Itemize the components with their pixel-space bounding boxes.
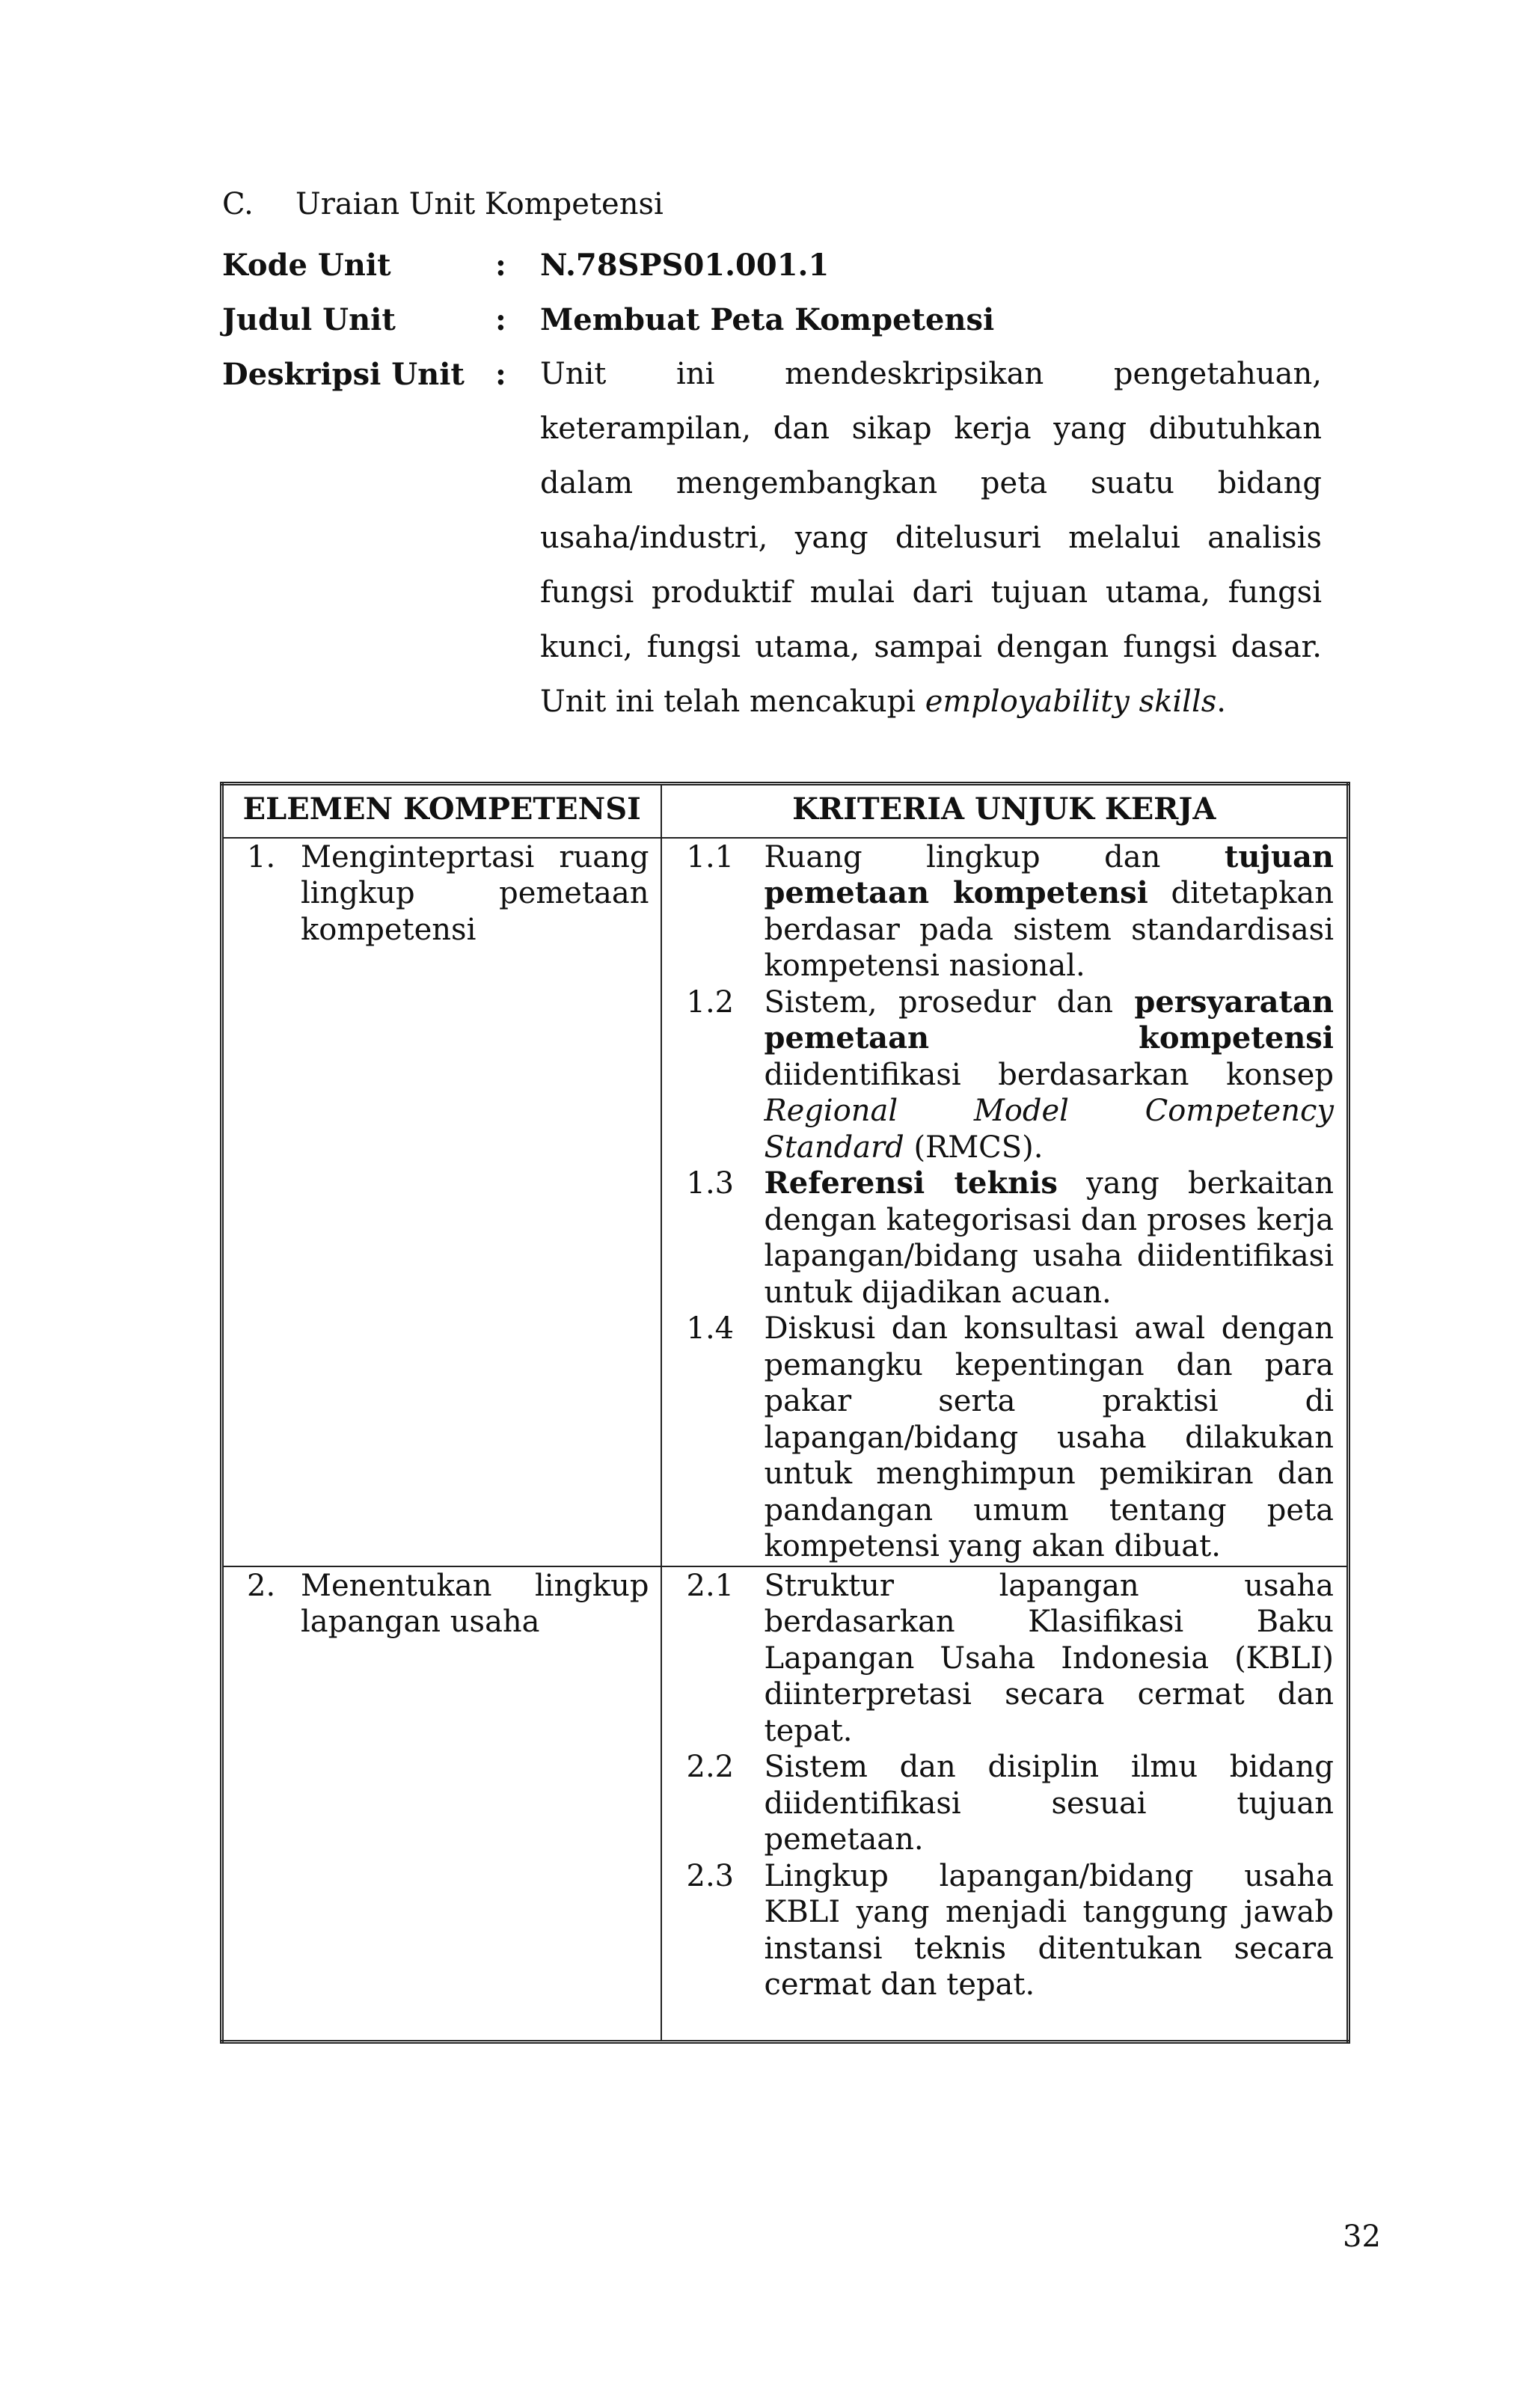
judul-unit-row <box>222 292 1322 347</box>
kuk-number: 2.1 <box>686 1568 735 1603</box>
kuk-item <box>687 1858 1335 2003</box>
kode-unit-value: N.78SPS01.001.1 <box>540 248 830 283</box>
elemen-cell <box>222 1566 661 2042</box>
judul-unit-colon: : <box>495 302 506 337</box>
kuk-text-italic: Regional Model Competency Standard <box>764 1094 1334 1165</box>
kode-unit-label: Kode Unit <box>222 248 391 283</box>
kuk-cell <box>661 838 1349 1566</box>
kuk-text <box>765 1165 1335 1311</box>
section-letter: C. <box>222 187 254 221</box>
deskripsi-main: Unit ini mendeskripsikan pengetahuan, keterampilan, dan sikap kerja yang dibutuhkan dalam mengembangkan peta suatu bidang usaha/industri, yang ditelusuri melalui analisis fungsi produktif mulai dari tujuan utama, fungsi kunci, fungsi utama, sampai dengan fungsi dasar. Unit ini telah mencakupi <box>540 357 1322 719</box>
kuk-number: 1.1 <box>686 839 735 874</box>
table-header-row <box>222 784 1349 838</box>
kuk-cell <box>661 1566 1349 2042</box>
deskripsi-unit-label: Deskripsi Unit <box>222 357 465 392</box>
deskripsi-italic: employability skills <box>925 684 1217 719</box>
kuk-item <box>687 839 1335 984</box>
section-title: Uraian Unit Kompetensi <box>295 187 664 221</box>
kuk-text-bold: Referensi teknis <box>764 1165 1058 1201</box>
kode-unit-row <box>222 238 1322 292</box>
kuk-text-bold: tujuan pemetaan kompetensi <box>764 839 1334 910</box>
kuk-number: 2.3 <box>686 1858 735 1893</box>
kuk-text: Struktur lapangan usaha berdasarkan Klasifikasi Baku Lapangan Usaha Indonesia (KBLI) diinterpretasi secara cermat dan tepat. <box>764 1568 1334 1748</box>
kuk-number: 2.2 <box>686 1750 735 1784</box>
elemen-number: 1. <box>247 839 276 874</box>
elemen-text: Menentukan lingkup lapangan usaha <box>301 1568 649 1639</box>
deskripsi-unit-colon: : <box>495 357 506 392</box>
kuk-text <box>765 984 1335 1166</box>
table-row <box>222 838 1349 1566</box>
kuk-text-post: ditetapkan berdasar pada sistem standardisasi kompetensi nasional. <box>764 876 1335 983</box>
kuk-text-post: (RMCS). <box>904 1130 1044 1165</box>
kuk-text <box>765 839 1335 984</box>
header-kuk: KRITERIA UNJUK KERJA <box>661 784 1349 838</box>
kuk-number: 1.3 <box>686 1166 735 1201</box>
judul-unit-value: Membuat Peta Kompetensi <box>540 302 995 337</box>
kuk-text: Lingkup lapangan/bidang usaha KBLI yang menjadi tanggung jawab instansi teknis ditentukan secara cermat dan tepat. <box>764 1858 1334 2002</box>
kuk-text: Sistem dan disiplin ilmu bidang diidentifikasi sesuai tujuan pemetaan. <box>764 1750 1334 1857</box>
kuk-text-pre: Ruang lingkup dan <box>764 839 1225 874</box>
kuk-item <box>687 1311 1335 1565</box>
deskripsi-end: . <box>1216 684 1227 719</box>
competency-table <box>220 782 1350 2044</box>
kuk-item <box>687 1568 1335 1750</box>
kuk-text-bold: persyaratan pemetaan kompetensi <box>764 984 1334 1056</box>
table-row <box>222 1566 1349 2042</box>
kuk-item <box>687 984 1335 1166</box>
kuk-text-pre: Sistem, prosedur dan <box>764 984 1135 1020</box>
page-number: 32 <box>1343 2219 1381 2254</box>
deskripsi-unit-row <box>222 347 1322 729</box>
kuk-text-post: yang berkaitan dengan kategorisasi dan proses kerja lapangan/bidang usaha diidentifikasi untuk dijadikan acuan. <box>764 1166 1334 1310</box>
kuk-number: 1.4 <box>686 1311 735 1346</box>
kode-unit-colon: : <box>495 248 506 283</box>
elemen-cell <box>222 838 661 1566</box>
kuk-text-mid: diidentifikasi berdasarkan konsep <box>764 1057 1334 1092</box>
elemen-text: Menginteprtasi ruang lingkup pemetaan kompetensi <box>301 839 649 947</box>
elemen-number: 2. <box>247 1568 276 1603</box>
header-elemen: ELEMEN KOMPETENSI <box>222 784 661 838</box>
kuk-item <box>687 1749 1335 1858</box>
unit-metadata <box>222 238 1322 729</box>
kuk-item <box>687 1165 1335 1311</box>
deskripsi-unit-text <box>540 347 1322 729</box>
kuk-number: 1.2 <box>686 984 735 1020</box>
kuk-text: Diskusi dan konsultasi awal dengan pemangku kepentingan dan para pakar serta praktisi di lapangan/bidang usaha dilakukan untuk menghimpun pemikiran dan pandangan umum tentang peta kompetensi yang akan dibuat. <box>764 1311 1334 1563</box>
section-heading <box>222 186 664 223</box>
judul-unit-label: Judul Unit <box>222 302 396 337</box>
